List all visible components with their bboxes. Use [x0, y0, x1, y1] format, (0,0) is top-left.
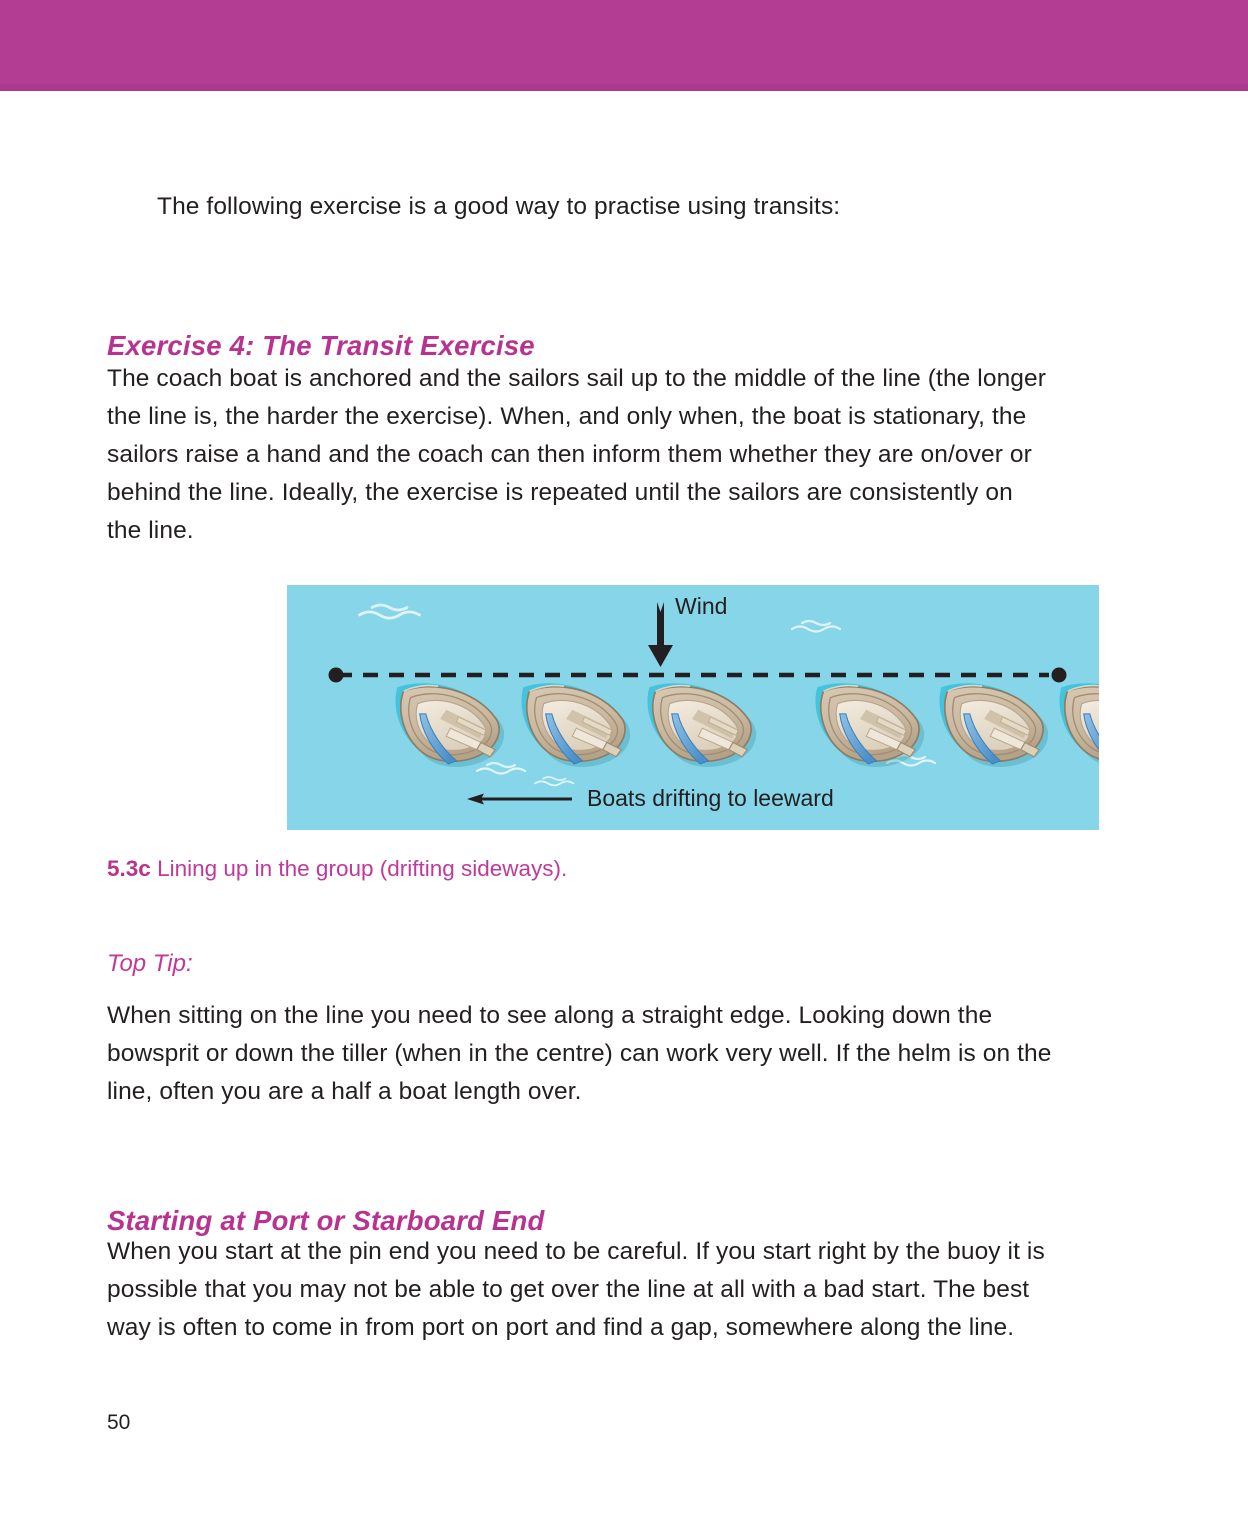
figure-caption-number: 5.3c: [107, 856, 151, 881]
leeward-label: Boats drifting to leeward: [587, 785, 834, 811]
wind-arrow-icon: [648, 602, 673, 667]
boat-group-starboard: [816, 683, 1099, 767]
heading-exercise-4: Exercise 4: The Transit Exercise: [107, 329, 535, 361]
top-tip-paragraph: When sitting on the line you need to see along a straight edge. Looking down the bowsprit or down the tiller (when in the centre) can work very well. If the helm is on the line, often you are a half a boat length over.: [107, 1002, 1052, 1105]
leeward-arrow-icon: [467, 794, 572, 805]
boat-4: [816, 683, 925, 767]
figure-caption: [107, 854, 567, 883]
boat-6: [1060, 683, 1099, 767]
wind-label: Wind: [675, 593, 728, 619]
figure-5-3c-illustration: [287, 585, 1099, 830]
line-end-dot-port: [329, 668, 344, 683]
boat-3: [648, 683, 757, 767]
top-tip-label: Top Tip:: [107, 950, 193, 977]
page-number: 50: [107, 1411, 131, 1434]
header-decorative-bar: [0, 0, 1248, 91]
exercise-paragraph: The coach boat is anchored and the sailors sail up to the middle of the line (the longer the line is, the harder the exercise). When, and only when, the boat is stationary, the sailors raise a hand and the coach can then inform them whether they are on/over or behind the line. Ideally, the exercise is repeated until the sailors are consistently on the line.: [107, 365, 1047, 544]
boat-group-port: [396, 683, 757, 767]
start-line: [329, 668, 1067, 683]
boat-5: [940, 683, 1049, 767]
heading-starting-at-port-or-starboard-end: Starting at Port or Starboard End: [107, 1204, 545, 1236]
boat-2: [522, 683, 631, 767]
boat-1: [396, 683, 505, 767]
line-end-dot-starboard: [1052, 668, 1067, 683]
header-bar-bottom-edge: [0, 84, 1248, 91]
starting-paragraph: When you start at the pin end you need to be careful. If you start right by the buoy it is possible that you may not be able to get over the line at all with a bad start. The best way is often to come in from port on port and find a gap, somewhere along the line.: [107, 1238, 1045, 1341]
intro-paragraph: The following exercise is a good way to practise using transits:: [157, 193, 841, 220]
figure-caption-text: Lining up in the group (drifting sideways).: [157, 856, 568, 881]
